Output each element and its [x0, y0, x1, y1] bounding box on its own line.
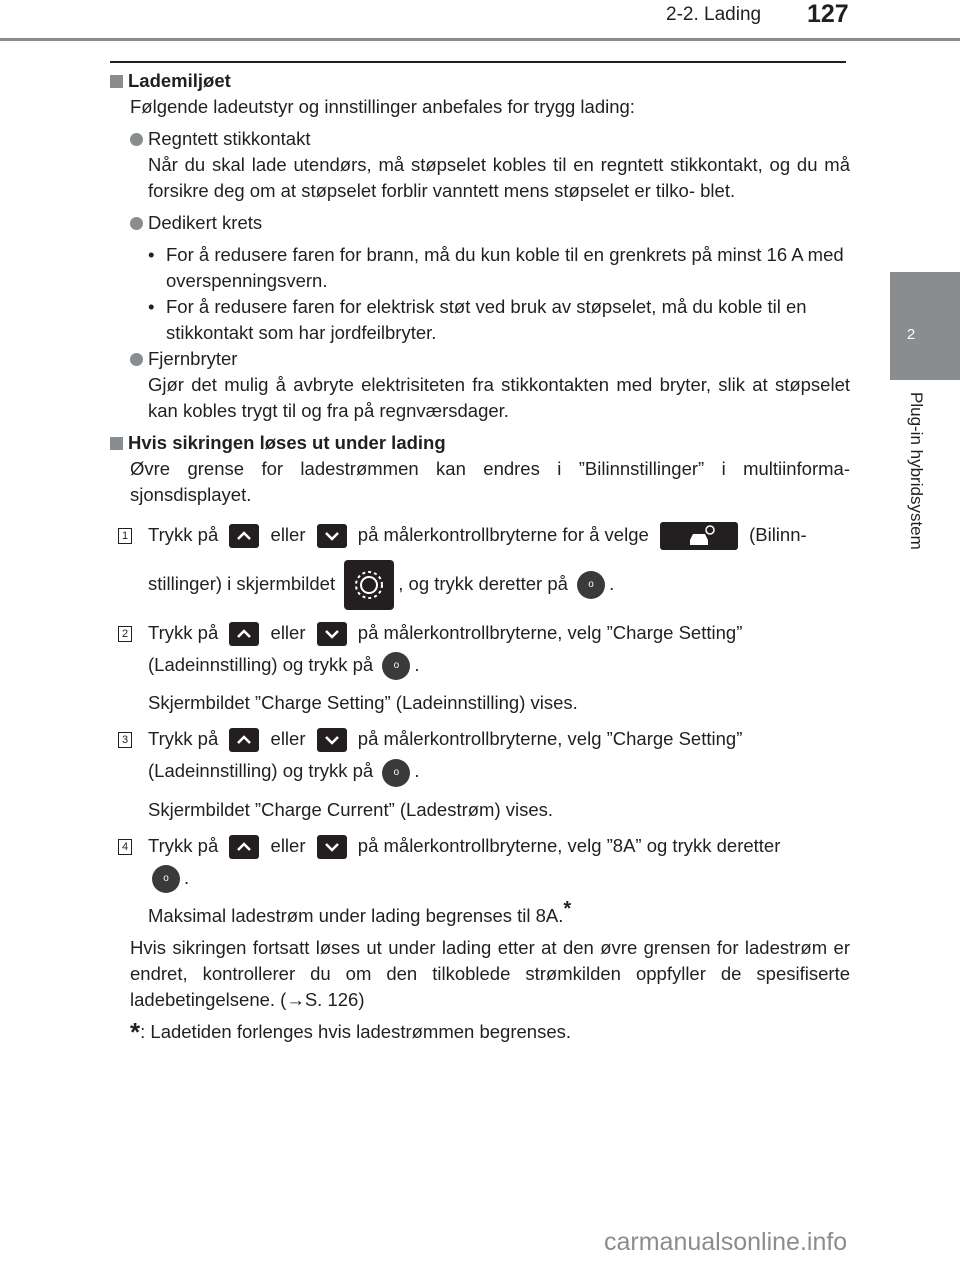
- circle-bullet-icon: [130, 133, 143, 146]
- footnote-marker: *: [563, 897, 572, 920]
- footnote-star: *: [130, 1016, 141, 1047]
- ok-button-icon: o: [382, 759, 410, 787]
- bullet-title: Dedikert krets: [110, 210, 850, 236]
- page-reference[interactable]: S. 126: [304, 988, 359, 1010]
- step-2: 2 Trykk på eller på målerkontrollbryterne, velg ”Charge Setting” (Ladeinnstilling) og trykk på o . Skjermbildet ”Charge Setting” (Ladeinnstilling) vises.: [110, 620, 850, 716]
- up-arrow-button-icon: [229, 524, 259, 548]
- dot-bullet-icon: •: [148, 296, 155, 317]
- step-3: 3 Trykk på eller på målerkontrollbryterne, velg ”Charge Setting” (Ladeinnstilling) og trykk på o . Skjermbildet ”Charge Current” (Ladestrøm) vises.: [110, 726, 850, 822]
- chapter-tab: [890, 272, 960, 380]
- ok-button-icon: o: [382, 652, 410, 680]
- down-arrow-button-icon: [317, 622, 347, 646]
- dot-bullet-icon: •: [148, 244, 155, 265]
- step-number: 4: [118, 839, 132, 855]
- step-note: Skjermbildet ”Charge Setting” (Ladeinnstilling) vises.: [148, 692, 578, 714]
- arrow-right-icon: →: [286, 988, 305, 1010]
- footnote: *: Ladetiden forlenges hvis ladestrømmen begrenses.: [130, 1016, 571, 1047]
- step-note: Maksimal ladestrøm under lading begrenses til 8A.*: [148, 897, 572, 926]
- chapter-label: Plug-in hybridsystem: [907, 392, 926, 550]
- bullet-body: Gjør det mulig å avbryte elektrisiteten fra stikkontakten med bryter, slik at støpselet kan kobles trygt til og fra på regnværsdager.: [148, 374, 850, 421]
- section-intro: Øvre grense for ladestrømmen kan endres i ”Bilinnstillinger” i multiinforma- sjonsdisplayet.: [130, 458, 850, 505]
- step-number: 1: [118, 528, 132, 544]
- sub-bullet: • For å redusere faren for elektrisk støt ved bruk av støpselet, må du koble til en stikkontakt som har jordfeilbryter.: [148, 296, 807, 343]
- step-note: Skjermbildet ”Charge Current” (Ladestrøm) vises.: [148, 798, 554, 820]
- up-arrow-button-icon: [229, 728, 259, 752]
- section-heading: Lademiljøet: [110, 68, 850, 94]
- down-arrow-button-icon: [317, 728, 347, 752]
- up-arrow-button-icon: [229, 835, 259, 859]
- step-number: 2: [118, 626, 132, 642]
- page-content: [110, 68, 850, 1045]
- chapter-number: 2: [906, 326, 916, 343]
- vehicle-settings-icon: [660, 522, 738, 550]
- section-intro: Følgende ladeutstyr og innstillinger anbefales for trygg lading:: [130, 96, 635, 117]
- down-arrow-button-icon: [317, 524, 347, 548]
- step-4: 4 Trykk på eller på målerkontrollbryterne, velg ”8A” og trykk deretter o . Maksimal ladestrøm under lading begrenses til 8A.*: [110, 833, 850, 929]
- header-rule: [110, 61, 846, 63]
- header-bar: [0, 38, 960, 41]
- bullet-title: Regntett stikkontakt: [110, 126, 850, 152]
- step-1: 1 Trykk på eller på målerkontrollbryterne for å velge (Bilinn- stillinger) i skjermbildet , og trykk deretter på o .: [110, 522, 850, 610]
- watermark: carmanualsonline.info: [604, 1228, 848, 1256]
- square-bullet-icon: [110, 75, 123, 88]
- step-number: 3: [118, 732, 132, 748]
- ok-button-icon: o: [577, 571, 605, 599]
- bullet-title: Fjernbryter: [110, 346, 850, 372]
- sub-bullet: • For å redusere faren for brann, må du kun koble til en grenkrets på minst 16 A med overspenningsvern.: [148, 244, 844, 291]
- circle-bullet-icon: [130, 217, 143, 230]
- bullet-body: Når du skal lade utendørs, må støpselet kobles til en regntett stikkontakt, og du må forsikre deg om at støpselet forblir vanntett mens støpselet er tilko- blet.: [148, 154, 850, 201]
- ok-button-icon: o: [152, 865, 180, 893]
- gear-settings-icon: [344, 560, 394, 610]
- page-number: 127: [807, 0, 849, 28]
- down-arrow-button-icon: [317, 835, 347, 859]
- section-heading: Hvis sikringen løses ut under lading: [110, 430, 850, 456]
- circle-bullet-icon: [130, 353, 143, 366]
- square-bullet-icon: [110, 437, 123, 450]
- up-arrow-button-icon: [229, 622, 259, 646]
- section-title: 2-2. Lading: [666, 4, 762, 25]
- closing-paragraph: Hvis sikringen fortsatt løses ut under lading etter at den øvre grensen for ladestrøm er endret, kontrollerer du om den tilkoblede strømkilden oppfyller de spesifiserte ladebetingelsene. (→S. 126): [130, 936, 850, 1010]
